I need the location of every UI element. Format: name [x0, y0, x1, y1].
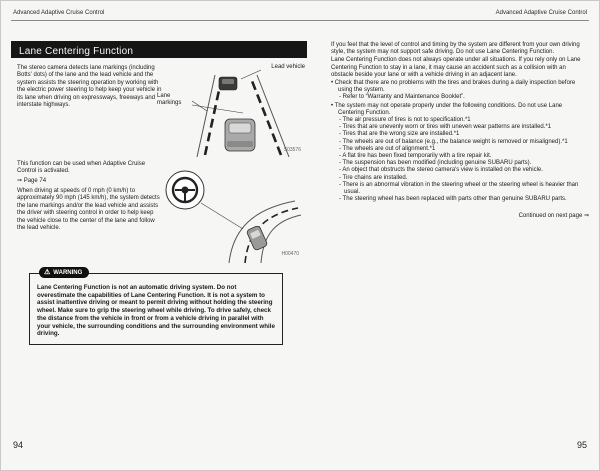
- paragraph: This function can be used when Adaptive Cruise Control is activated.: [17, 161, 146, 175]
- warning-text: Lane Centering Function is not an automatic driving system. Do not overestimate the capabilities of Lane Centering Function. It is not a system to assist inattentive driving or meant to permit driving without holding the steering wheel. Make sure to grip the steering wheel while driving. To drive safely, check the distance from the vehicle in front or from a vehicle driving in parallel with your vehicle, the surrounding conditions and the surrounding environment while driving.: [37, 284, 275, 338]
- continued-note: Continued on next page ⇒: [518, 213, 589, 220]
- warning-pill: [39, 267, 89, 278]
- sub-item: - Tires that are unevenly worn or tires with uneven wear patterns are installed.*1: [339, 124, 552, 131]
- header-divider: [11, 20, 589, 21]
- left-page: [11, 41, 307, 441]
- paragraph: Lane Centering Function does not always operate under all situations. If you rely only on Lane Centering Function to stay in a lane, it may cause an accident such as a collision with an obstacle beside your lane or with a vehicle driving in an adjacent lane.: [331, 57, 581, 78]
- paragraph: When driving at speeds of 0 mph (0 km/h) to approximately 90 mph (145 km/h), the system detects the lane markings and/or the lead vehicle and assists the driver with steering control in order to help keep the vehicle close to the center of the lane and follow the lead vehicle.: [17, 188, 160, 232]
- bullet-item: • Check that there are no problems with the tires and brakes during a daily inspection before using the system.: [331, 80, 576, 94]
- sub-item: - The steering wheel has been replaced with parts other than genuine SUBARU parts.: [339, 196, 567, 203]
- running-head-left: Advanced Adaptive Cruise Control: [13, 10, 105, 16]
- sub-item: - Tire chains are installed.: [339, 174, 408, 181]
- sub-item: - The air pressure of tires is not to specification.*1: [339, 117, 471, 124]
- sub-item: - Refer to “Warranty and Maintenance Booklet”.: [339, 94, 465, 101]
- steering-wheel-graphic: [166, 171, 204, 209]
- curve-vehicle-graphic: [246, 225, 268, 251]
- page-number-left: 94: [13, 440, 24, 450]
- sub-item: - There is an abnormal vibration in the steering wheel or the steering wheel is heavier than usual.: [339, 181, 579, 196]
- right-page: [331, 42, 589, 221]
- warning-triangle-icon: ⚠: [44, 269, 51, 276]
- warning-box: [29, 269, 283, 345]
- figure-code-top: S03576: [283, 147, 301, 153]
- running-head-right: Advanced Adaptive Cruise Control: [495, 10, 587, 16]
- sub-item: - Tires that are the wrong size are installed.*1: [339, 131, 460, 138]
- sub-item: - A flat tire has been fixed temporarily with a tire repair kit.: [339, 153, 492, 160]
- section-title: Lane Centering Function: [19, 46, 134, 57]
- lane-centering-figure: [157, 63, 307, 268]
- sub-item: - An object that obstructs the stereo camera's view is installed on the vehicle.: [339, 167, 543, 174]
- own-vehicle-graphic: [225, 119, 255, 151]
- sub-item: - The wheels are out of balance (e.g., the balance weight is removed or misaligned).*1: [339, 138, 568, 145]
- bullet-item: • The system may not operate properly under the following conditions. Do not use Lane Centering Function.: [331, 102, 563, 116]
- lead-vehicle-label: Lead vehicle: [271, 64, 305, 70]
- page-number-right: 95: [576, 440, 587, 450]
- paragraph: If you feel that the level of control and timing by the system are different from your own driving style, the system may not support safe driving. Do not use Lane Centering Function.: [331, 42, 580, 56]
- page-reference: ⇒ Page 74: [17, 178, 47, 184]
- lead-vehicle-graphic: [219, 77, 237, 90]
- figure-code-bottom: H00470: [281, 251, 299, 257]
- intro-paragraph: The stereo camera detects lane markings (including Botts' dots) of the lane and the lead vehicle and the system assists the steering operation by working with the electric power steering to help keep your vehicle in its lane when driving on expressways, freeways and interstate highways.: [17, 65, 162, 109]
- sub-item: - The suspension has been modified (including genuine SUBARU parts).: [339, 160, 532, 167]
- section-title-bar: [11, 41, 307, 58]
- sub-item: - The wheels are out of alignment.*1: [339, 145, 436, 152]
- warning-label: WARNING: [53, 269, 83, 276]
- lane-markings-label: Lane markings: [157, 93, 182, 106]
